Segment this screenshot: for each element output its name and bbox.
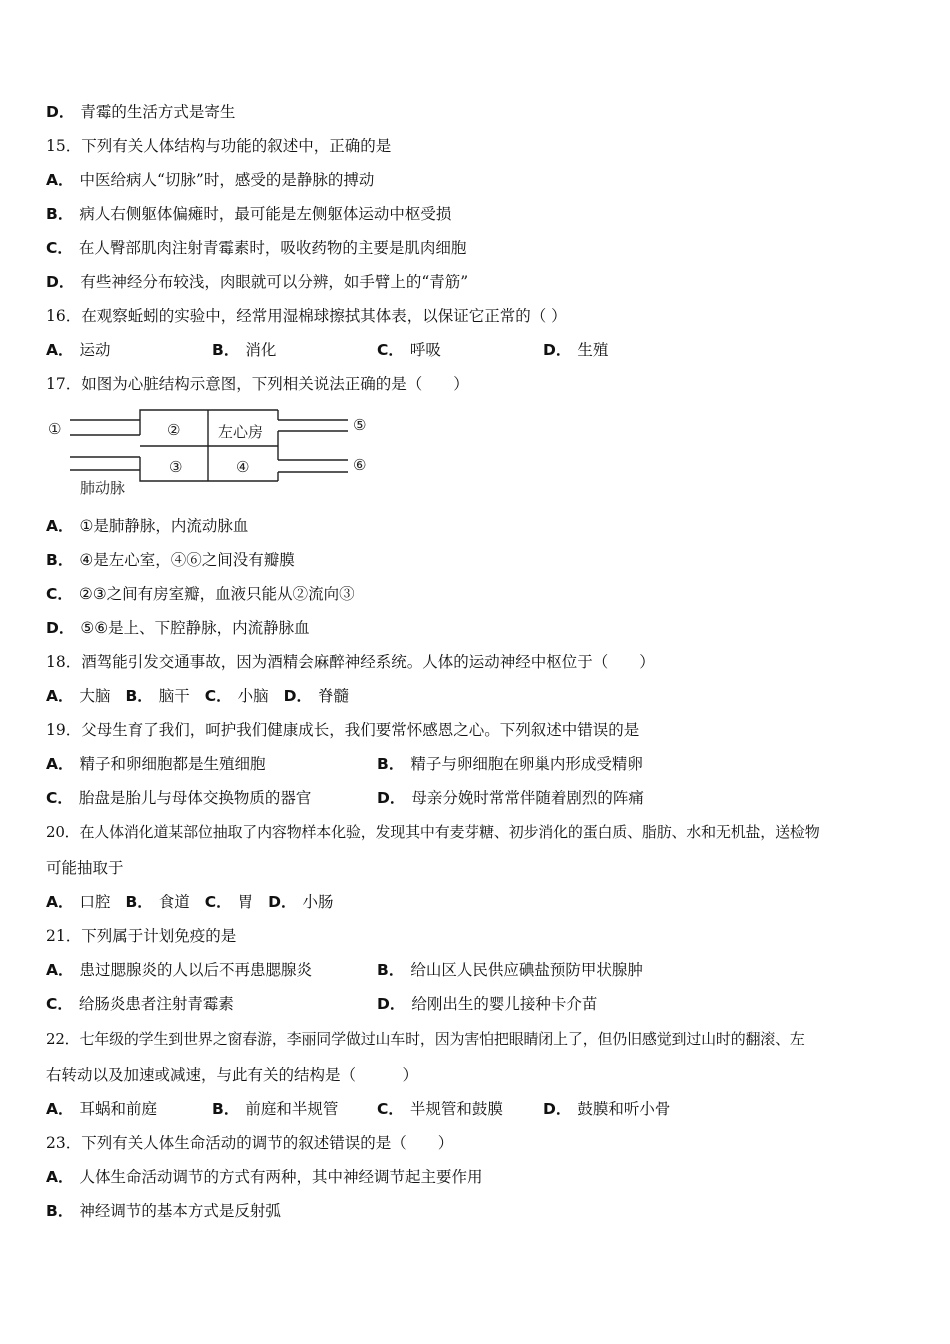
q15-option-a: [46, 169, 374, 191]
option-label: D．: [377, 789, 406, 807]
option-text: 精子和卵细胞都是生殖细胞: [79, 755, 266, 773]
option-label: B．: [46, 205, 74, 223]
q23-stem: 23．下列有关人体生命活动的调节的叙述错误的是（ ）: [46, 1134, 454, 1152]
option-text: 青霉的生活方式是寄生: [80, 103, 236, 121]
option-text: 胃: [237, 893, 254, 911]
q17-option-c: [46, 583, 355, 605]
q21-stem: 21．下列属于计划免疫的是: [46, 927, 237, 945]
q18-stem: 18．酒驾能引发交通事故，因为酒精会麻醉神经系统。人体的运动神经中枢位于（ ）: [46, 653, 655, 671]
option-text: 神经调节的基本方式是反射弧: [79, 1202, 281, 1220]
q20-stem-line1: 20．在人体消化道某部位抽取了内容物样本化验，发现其中有麦芽糖、初步消化的蛋白质、脂肪、水和无机盐，送检物: [46, 823, 820, 841]
option-text: 给肠炎患者注射青霉素: [78, 995, 234, 1013]
label-6: ⑥: [353, 456, 367, 474]
q15-stem: 15．下列有关人体结构与功能的叙述中，正确的是: [46, 137, 392, 155]
option-label: C．: [204, 893, 232, 911]
q23-option-b: [46, 1200, 281, 1222]
option-label: B．: [125, 893, 153, 911]
label-5: ⑤: [353, 416, 367, 434]
option-label: D．: [543, 341, 572, 359]
option-label: B．: [212, 341, 240, 359]
q20-option-d: [268, 893, 333, 911]
option-text: 半规管和鼓膜: [409, 1100, 503, 1118]
option-label: A．: [46, 961, 74, 979]
option-label: A．: [46, 1168, 74, 1186]
option-label: C．: [46, 789, 73, 807]
option-text: 人体生命活动调节的方式有两种，其中神经调节起主要作用: [79, 1168, 483, 1186]
q18-option-b: [125, 687, 189, 705]
q20-option-c: [205, 893, 253, 911]
option-label: D．: [377, 995, 406, 1013]
option-text: 精子与卵细胞在卵巢内形成受精卵: [410, 755, 643, 773]
q22-option-b: [212, 1098, 338, 1120]
option-label: D．: [46, 619, 75, 637]
q19-option-c: [46, 787, 311, 809]
option-label: A．: [46, 893, 74, 911]
option-label: B．: [46, 551, 74, 569]
q16-option-c: [377, 339, 441, 361]
option-label: D．: [543, 1100, 572, 1118]
q23-option-a: [46, 1166, 483, 1188]
option-text: 给刚出生的婴儿接种卡介苗: [411, 995, 598, 1013]
q16-option-b: [212, 339, 276, 361]
option-text: 耳蜗和前庭: [79, 1100, 158, 1118]
q22-option-a: [46, 1098, 157, 1120]
option-text: 在人臀部肌肉注射青霉素时，吸收药物的主要是肌肉细胞: [78, 239, 467, 257]
q19-option-d: [377, 787, 644, 809]
q17-option-a: [46, 515, 248, 537]
q17-stem: 17．如图为心脏结构示意图，下列相关说法正确的是（ ）: [46, 375, 469, 393]
option-text: 运动: [79, 341, 111, 359]
q20-option-a: [46, 893, 111, 911]
option-text: 患过腮腺炎的人以后不再患腮腺炎: [79, 961, 313, 979]
option-label: A．: [46, 517, 74, 535]
q19-option-a: [46, 753, 266, 775]
q22-stem-line1: 22．七年级的学生到世界之窗春游，李丽同学做过山车时，因为害怕把眼睛闭上了，但仍旧感觉到过山时的翻滚、左: [46, 1030, 805, 1048]
option-label: A．: [46, 171, 74, 189]
option-label: C．: [46, 585, 73, 603]
option-label: A．: [46, 341, 74, 359]
q19-stem: 19．父母生育了我们，呵护我们健康成长，我们要常怀感恩之心。下列叙述中错误的是: [46, 721, 640, 739]
option-text: ②③之间有房室瓣，血液只能从②流向③: [78, 585, 355, 603]
q22-option-d: [543, 1098, 670, 1120]
option-label: D．: [268, 893, 297, 911]
option-text: 食道: [158, 893, 190, 911]
q16-option-a: [46, 339, 111, 361]
q21-option-a: [46, 959, 312, 981]
q18-option-a: [46, 687, 111, 705]
option-label: A．: [46, 687, 74, 705]
option-label: A．: [46, 755, 74, 773]
option-text: 大脑: [79, 687, 111, 705]
q17-option-b: [46, 549, 295, 571]
option-text: 生殖: [577, 341, 609, 359]
option-text: 病人右侧躯体偏瘫时，最可能是左侧躯体运动中枢受损: [79, 205, 452, 223]
q22-stem-line2: 右转动以及加速或减速，与此有关的结构是（ ）: [46, 1066, 419, 1084]
option-label: A．: [46, 1100, 74, 1118]
q21-option-c: [46, 993, 234, 1015]
q15-option-b: [46, 203, 451, 225]
option-label: C．: [377, 1100, 404, 1118]
heart-diagram: [40, 405, 380, 500]
q21-option-d: [377, 993, 597, 1015]
label-4: ④: [236, 458, 250, 476]
option-label: B．: [212, 1100, 240, 1118]
option-text: 母亲分娩时常常伴随着剧烈的阵痛: [411, 789, 644, 807]
option-text: ④是左心室，④⑥之间没有瓣膜: [79, 551, 295, 569]
option-text: 给山区人民供应碘盐预防甲状腺肿: [410, 961, 643, 979]
pulmonary-artery-label: 肺动脉: [80, 479, 126, 497]
q17-option-d: [46, 617, 310, 639]
option-text: 小肠: [302, 893, 334, 911]
option-label: C．: [204, 687, 232, 705]
option-text: 小脑: [237, 687, 269, 705]
q19-option-b: [377, 753, 643, 775]
option-text: ①是肺静脉，内流动脉血: [79, 517, 249, 535]
q16-option-d: [543, 339, 608, 361]
option-label: D．: [46, 103, 75, 121]
option-label: C．: [46, 239, 73, 257]
option-text: 胎盘是胎儿与母体交换物质的器官: [78, 789, 312, 807]
option-text: 有些神经分布较浅，肉眼就可以分辨，如手臂上的“青筋”: [80, 273, 469, 291]
q20-stem-line2: 可能抽取于: [46, 859, 124, 877]
option-label: C．: [377, 341, 404, 359]
option-text: 前庭和半规管: [245, 1100, 339, 1118]
label-2: ②: [167, 421, 181, 439]
q20-option-b: [125, 893, 189, 911]
q15-option-c: [46, 237, 466, 259]
option-text: 脑干: [158, 687, 190, 705]
q16-stem: 16．在观察蚯蚓的实验中，经常用湿棉球擦拭其体表，以保证它正常的（ ）: [46, 307, 567, 325]
option-label: B．: [377, 755, 405, 773]
option-label: B．: [46, 1202, 74, 1220]
option-label: D．: [46, 273, 75, 291]
q18-option-d: [284, 687, 349, 705]
label-1: ①: [48, 420, 62, 438]
label-3: ③: [169, 458, 183, 476]
q22-option-c: [377, 1098, 503, 1120]
option-label: D．: [283, 687, 312, 705]
q18-option-c: [205, 687, 269, 705]
option-text: ⑤⑥是上、下腔静脉，内流静脉血: [80, 619, 310, 637]
left-atrium-label: 左心房: [218, 423, 264, 441]
option-text: 消化: [245, 341, 277, 359]
q20-options: [46, 891, 333, 913]
option-label: C．: [46, 995, 73, 1013]
option-label: B．: [125, 687, 153, 705]
option-text: 脊髓: [317, 687, 349, 705]
option-text: 中医给病人“切脉”时，感受的是静脉的搏动: [79, 171, 375, 189]
option-text: 口腔: [79, 893, 111, 911]
q18-options: [46, 685, 349, 707]
option-label: B．: [377, 961, 405, 979]
q14-option-d: [46, 101, 235, 123]
option-text: 呼吸: [409, 341, 441, 359]
q15-option-d: [46, 271, 468, 293]
option-text: 鼓膜和听小骨: [577, 1100, 671, 1118]
q21-option-b: [377, 959, 643, 981]
